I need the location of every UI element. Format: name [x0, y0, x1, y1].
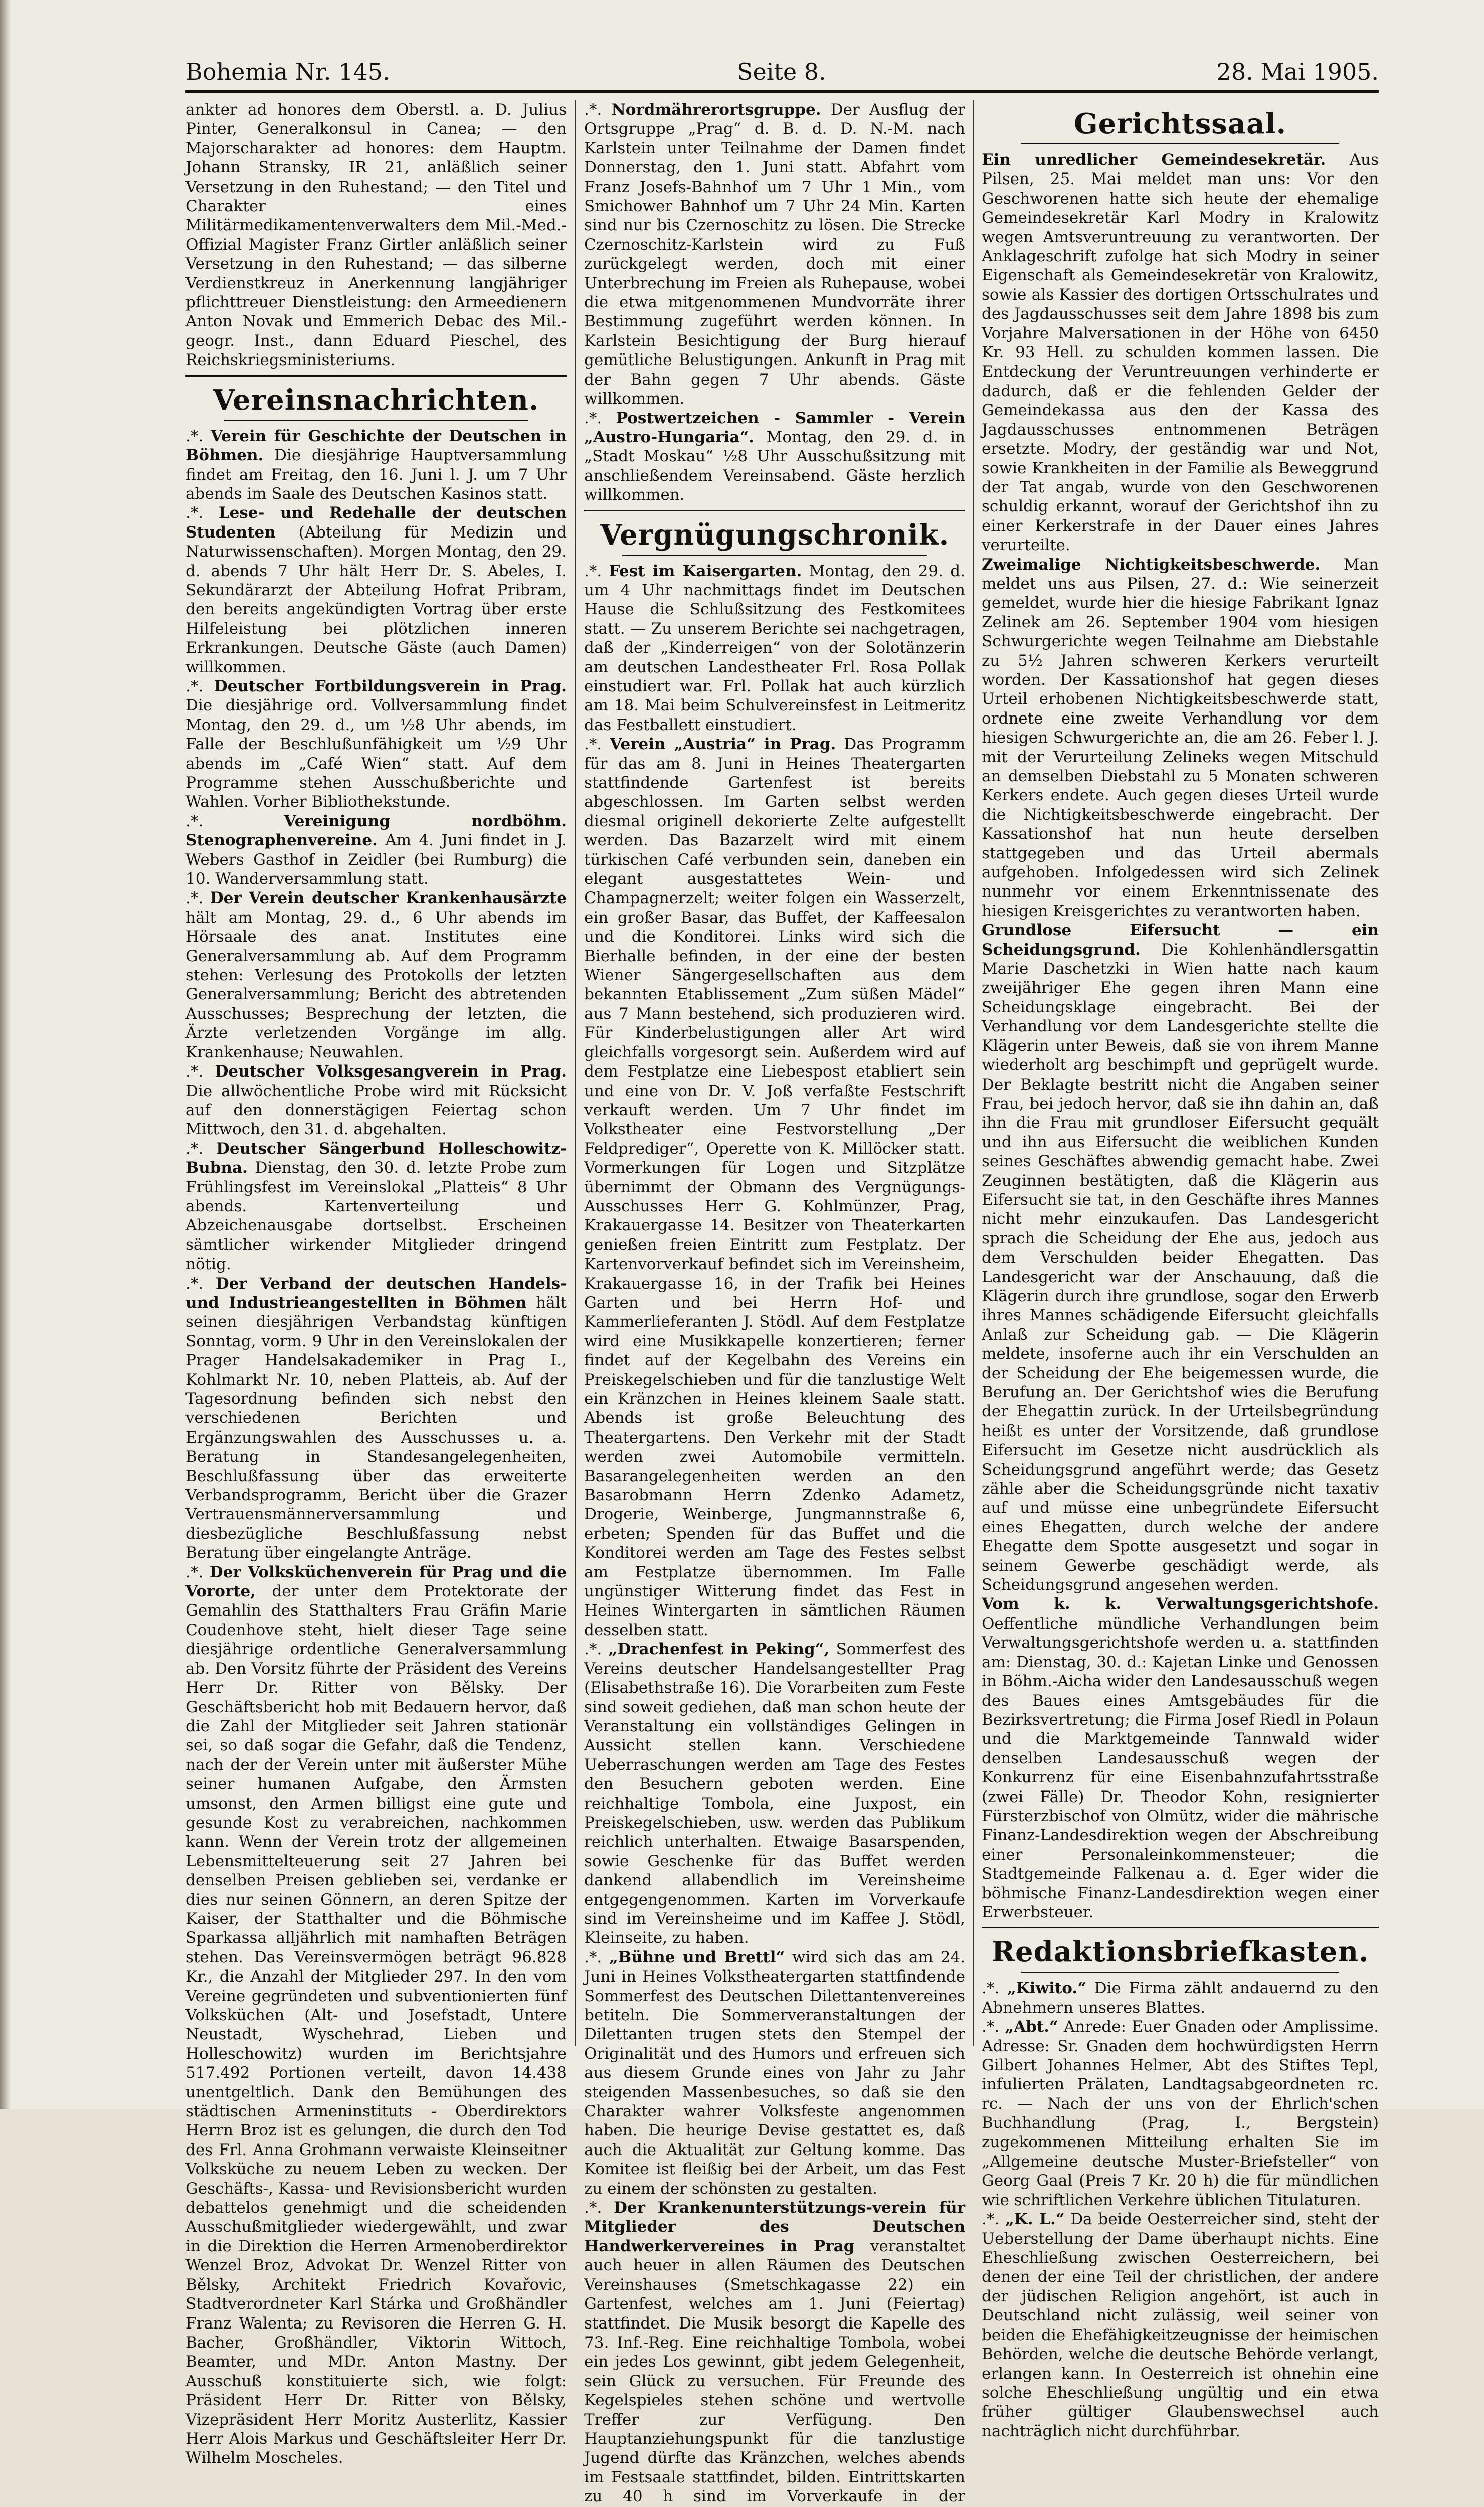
item-title: Zweimalige Nichtigkeitsbeschwerde. [982, 555, 1321, 574]
item-title: Grundlose Eifersucht — ein Scheidungsgrund. [982, 921, 1379, 959]
item-title: Deutscher Volksgesangverein in Prag. [215, 1062, 567, 1081]
item-text: Man meldet uns aus Pilsen, 27. d.: Wie seinerzeit gemeldet, wurde hier die hiesige Fabrikant Ignaz Zelinek am 26. September 1904 vom hiesigen Schwurgerichte wegen Teilnahme am Diebstahle zu 5½ Jahren schweren Kerkers verurteilt worden. Der Kassationshof hat gegen dieses Urteil erhobenen Nichtigkeitsbeschwerde statt, ordnete eine zweite Verhandlung vor dem hiesigen Schwurgerichte an, die am 26. Feber l. J. mit der Verurteilung Zelineks wegen Mitschuld an demselben Diebstahl zu 5 Monaten schweren Kerkers endete. Auch gegen dieses Urteil wurde die Nichtigkeitsbeschwerde eingebracht. Der Kassationshof hat nun heute derselben stattgegeben und das Urteil abermals aufgehoben. Infolgedessen wird sich Zelinek nunmehr vor einem Erkenntnissenate des hiesigen Kreisgerichtes zu verantworten haben. [982, 555, 1379, 920]
column-1 [186, 100, 567, 2467]
item-title: „Abt.“ [1005, 2018, 1058, 2036]
article-continuation: ankter ad honores dem Oberstl. a. D. Julius Pinter, Generalkonsul in Canea; — den Majorscharakter ad honores: dem Hauptm. Johann Stransky, IR 21, anläßlich seiner Versetzung in den Ruhestand; — den Titel und Charakter eines Militärmedikamentenverwalters dem Mil.-Med.-Offizial Magister Franz Girtler anläßlich seiner Versetzung in den Ruhestand; — das silberne Verdienstkreuz in Anerkennung langjähriger pflichttreuer Dienstleistung: den Armeedienern Anton Novak und Emmerich Debac des Mil.-geogr. Inst., dann Eduard Pieschel, des Reichskriegsministeriums. [186, 101, 567, 370]
news-item: .*. Der Volksküchenverein für Prag und die Vororte, der unter dem Protektorate der Gemahlin des Statthalters Frau Gräfin Marie Coudenhove steht, hielt dieser Tage seine diesjährige ordentliche Generalversammlung ab. Den Vorsitz führte der Präsident des Vereins Herr Dr. Ritter von Bělsky. Der Geschäftsbericht hob mit Bedauern hervor, daß die Zahl der Mitglieder seit Jahren stationär sei, so daß sogar die Gefahr, daß die Tendenz, nach der der Verein unter mit äußerster Mühe seiner humanen Aufgabe, den Ärmsten umsonst, den Armen billigst eine gute und gesunde Kost zu verabreichen, nachkommen kann. Wenn der Verein trotz der allgemeinen Lebensmittelteuerung seit 27 Jahren bei denselben Preisen geblieben sei, verdanke er dies nur seinen Gönnern, an deren Spitze der Kaiser, der Statthalter und die Böhmische Sparkassa alljährlich mit namhaften Beträgen stehen. Das Vereinsvermögen beträgt 96.828 Kr., die Anzahl der Mitglieder 297. In den vom Vereine gegründeten und subventionierten fünf Volksküchen (Alt- und Josefstadt, Untere Neustadt, Wyschehrad, Lieben und Holleschowitz) wurden im Berichtsjahre 517.492 Portionen verteilt, davon 14.438 unentgeltlich. Dank den Bemühungen des städtischen Armeninstituts - Oberdirektors Herrn Broz ist es gelungen, die durch den Tod des Frl. Anna Grohmann verwaiste Kleinseitner Volksküche zu neuem Leben zu wecken. Der Geschäfts-, Kassa- und Revisionsbericht wurden debattelos genehmigt und die scheidenden Ausschußmitglieder wiedergewählt, und zwar in die Direktion die Herren Armenoberdirektor Wenzel Broz, Advokat Dr. Wenzel Ritter von Bělsky, Architekt Friedrich Kovařovic, Stadtverordneter Karl Stárka und Großhändler Franz Walenta; zu Revisoren die Herren G. H. Bacher, Großhändler, Viktorin Wittoch, Beamter, und MDr. Anton Mastny. Der Ausschuß konstituierte sich, wie folgt: Präsident Herr Dr. Ritter von Bělsky, Vizepräsident Herr Moritz Austerlitz, Kassier Herr Alois Markus und Geschäftsleiter Herr Dr. Wilhelm Moscheles. [186, 1563, 567, 2467]
item-title: „Bühne und Brettl“ [609, 1948, 785, 1966]
news-item: .*. Deutscher Fortbildungsverein in Prag. Die diesjährige ord. Vollversammlung findet Montag, den 29. d., um ½8 Uhr abends, im Falle der Beschlußunfähigkeit um ½9 Uhr abends im „Café Wien“ statt. Auf dem Programme stehen Ausschußberichte und Wahlen. Vorher Bibliothekstunde. [186, 677, 567, 811]
item-text: (Abteilung für Medizin und Naturwissenschaften). Morgen Montag, den 29. d. abends 7 Uhr hält Herr Dr. S. Abeles, I. Sekundärarzt der Abteilung Hofrat Pribram, den bereits angekündigten Vortrag über erste Hilfeleistung bei plötzlichen inneren Erkrankungen. Deutsche Gäste (auch Damen) willkommen. [186, 523, 567, 676]
news-item [982, 1594, 1379, 1922]
header-publication: Bohemia Nr. 145. [186, 58, 390, 85]
item-text: Montag, den 29. d. in „Stadt Moskau“ ½8 Uhr Ausschußsitzung mit anschließendem Vereinsabend. Gäste herzlich willkommen. [584, 428, 965, 504]
item-title: „Kiwito.“ [1007, 1979, 1087, 1998]
item-text: hält seinen diesjährigen Verbandstag künftigen Sonntag, vorm. 9 Uhr in den Vereinslokalen der Prager Handelsakademiker in Prag I., Kohlmarkt Nr. 10, neben Platteis, ab. Auf der Tagesordnung befinden sich nebst den verschiedenen Berichten und Ergänzungswahlen des Ausschusses u. a. Beratung in Standesangelegenheiten, Beschlußfassung über das erweiterte Verbandsprogramm, Bericht über die Grazer Vertrauensmännerversammlung und diesbezügliche Beschlußfassung nebst Beratung über eingelangte Anträge. [186, 1293, 567, 1562]
binding-edge [0, 0, 11, 2109]
item-title: „Drachenfest in Peking“, [608, 1640, 830, 1659]
column-divider [973, 100, 974, 2046]
letter-item: .*. „Abt.“ Anrede: Euer Gnaden oder Amplissime. Adresse: Sr. Gnaden dem hochwürdigsten Herrn Gilbert Johannes Helmer, Abt des Stiftes Tepl, infulierten Prälaten, Landtagsabgeordneten rc. rc. — Nach der uns von der Ehrlich'schen Buchhandlung (Prag, I., Bergstein) zugekommenen Mitteilung erhalten Sie im „Allgemeine deutsche Muster-Briefsteller“ von Georg Gaal (Preis 7 Kr. 20 h) die für mündlichen wie schriftlichen Verkehre üblichen Titulaturen. [982, 2018, 1379, 2209]
header-page-number: Seite 8. [737, 58, 826, 85]
item-title: Deutscher Fortbildungsverein in Prag. [214, 677, 567, 695]
news-item: .*. Nordmährerortsgruppe. Der Ausflug der Ortsgruppe „Prag“ d. B. d. D. N.-M. nach Karlstein unter Teilnahme der Damen findet Donnerstag, den 1. Juni statt. Abfahrt vom Franz Josefs-Bahnhof um 7 Uhr 1 Min., vom Smichower Bahnhof um 7 Uhr 24 Min. Karten sind nur bis Czernoschitz zu lösen. Die Strecke Czernoschitz-Karlstein wird zu Fuß zurückgelegt werden, doch mit einer Unterbrechung im Freien als Ruhepause, wobei die etwa mitgenommenen Mundvorräte ihrer Bestimmung zugeführt werden können. In Karlstein Besichtigung der Burg hierauf gemütliche Belustigungen. Ankunft in Prag mit der Bahn gegen 7 Uhr abends. Gäste willkommen. [584, 101, 965, 408]
item-title: „K. L.“ [1005, 2210, 1065, 2229]
item-title: Vereinigung nordböhm. Stenographenvereine. [186, 812, 567, 850]
column-divider [575, 100, 576, 2046]
section-rule [584, 510, 965, 511]
header-date: 28. Mai 1905. [1216, 58, 1379, 85]
item-text: Die diesjährige Hauptversammlung findet am Freitag, den 16. Juni l. J. um 7 Uhr abends im Saale des Deutschen Kasinos statt. [186, 446, 567, 503]
section-rule [982, 1927, 1379, 1928]
section-title: Redaktionsbriefkasten. [991, 1935, 1369, 1969]
item-text: Die allwöchentliche Probe wird mit Rücksicht auf den donnerstägigen Feiertag schon Mittwoch, den 31. d. abgehalten. [186, 1082, 567, 1139]
item-text: Dienstag, den 30. d. letzte Probe zum Frühlingsfest im Vereinslokal „Platteis“ 8 Uhr abends. Kartenverteilung und Abzeichenausgabe dortselbst. Erscheinen sämtlicher wirkender Mitglieder dringend nötig. [186, 1159, 567, 1274]
news-item: .*. Verein für Geschichte der Deutschen in Böhmen. Die diesjährige Hauptversammlung findet am Freitag, den 16. Juni l. J. um 7 Uhr abends im Saale des Deutschen Kasinos statt. [186, 427, 567, 503]
item-title: Nordmährerortsgruppe. [611, 101, 821, 119]
item-title: Der Verband der deutschen Handels- und Industrieangestellten in Böhmen [186, 1274, 567, 1312]
section-rule [622, 555, 927, 556]
item-text: Die Kohlenhändlersgattin Marie Daschetzki in Wien hatte nach kaum zweijähriger Ehe gegen ihren Mann eine Scheidungsklage eingebracht. Bei der Verhandlung vor dem Landesgerichte stellte die Klägerin unter Beweis, daß sie von ihrem Manne wiederholt arg beschimpft und geprügelt wurde. Der Beklagte bestritt nicht die Angaben seiner Frau, bei jedoch hervor, daß sie ihn dahin an, daß ihn die Frau mit grundloser Eifersucht gequält und ihn aus Eifersucht die weiblichen Kunden seines Geschäftes abwendig gemacht habe. Zwei Zeuginnen bestätigten, daß die Klägerin aus Eifersucht sie tat, in den Geschäfte ihres Mannes nicht mehr einzukaufen. Das Landesgericht sprach die Scheidung der Ehe aus, jedoch aus dem Verschulden beider Ehegatten. Das Landesgericht war der Anschauung, daß die Klägerin durch ihre grundlose, sogar den Erwerb ihres Mannes schädigende Eifersucht gleichfalls Anlaß zur Scheidung gab. — Die Klägerin meldete, insoferne auch ihr ein Verschulden an der Scheidung der Ehe beigemessen wurde, die Berufung an. Der Gerichtshof wies die Berufung der Ehegattin zurück. In der Urteilsbegründung heißt es unter der Vorsitzende, daß grundlose Eifersucht im Gesetze nicht ausdrücklich als Scheidungsgrund angeführt werde; das Gesetz zähle aber die Scheidungsgründe nicht taxativ auf und müsse eine unbegründete Eifersucht eines Ehegatten, durch welche der andere Ehegatte dem Spotte ausgesetzt und sogar in seinem Gewerbe geschädigt werde, als Scheidungsgrund angesehen werden. [982, 940, 1379, 1594]
letter-item: .*. „K. L.“ Da beide Oesterreicher sind, steht der Ueberstellung der Dame überhaupt nichts. Eine Eheschließung zwischen Oesterreichern, bei denen der eine Teil der christlichen, der andere der jüdischen Religion angehört, ist auch in Deutschland nicht zulässig, weil seiner von beiden die Ehefähigkeitzeugnisse der heimischen Behörden, welche die deutsche Behörde verlangt, erlangen kann. In Oesterreich ist ohnehin eine solche Eheschließung ungültig und ein etwa früher gültiger Glaubenswechsel auch nachträglich nicht durchführbar. [982, 2210, 1379, 2440]
news-item: .*. Vereinigung nordböhm. Stenographenvereine. Am 4. Juni findet in J. Webers Gasthof in Zeidler (bei Rumburg) die 10. Wanderversammlung statt. [186, 812, 567, 888]
item-text: wird sich das am 24. Juni in Heines Volkstheatergarten stattfindende Sommerfest des Deutschen Dilettantenvereines betiteln. Die Sommerveranstaltungen der Dilettanten trugen stets den Stempel der Originalität und des Humors und erfreuen sich aus diesem Grunde eines von Jahr zu Jahr steigenden Massenbesuches, so daß sie den Charakter wahrer Volksfeste angenommen haben. Die heurige Devise gestattet es, daß auch die Aktualität zur Geltung komme. Das Komitee ist fleißig bei der Arbeit, um das Fest zu einem der schönsten zu gestalten. [584, 1948, 966, 2198]
item-text: Montag, den 29. d. um 4 Uhr nachmittags findet im Deutschen Hause die Schlußsitzung des Festkomitees statt. — Zu unserem Berichte sei nachgetragen, daß der „Kinderreigen“ von der Solotänzerin am deutschen Landestheater Frl. Rosa Pollak einstudiert war. Frl. Pollak hat auch kürzlich am 18. Mai beim Schulvereinsfest in Leitmeritz das Festballett einstudiert. [584, 562, 965, 734]
news-item: .*. Deutscher Sängerbund Holleschowitz-Bubna. Dienstag, den 30. d. letzte Probe zum Frühlingsfest im Vereinslokal „Platteis“ 8 Uhr abends. Kartenverteilung und Abzeichenausgabe dortselbst. Erscheinen sämtlicher wirkender Mitglieder dringend nötig. [186, 1139, 567, 1274]
section-title: Gerichtssaal. [1073, 107, 1287, 140]
item-text: Die Firma zählt andauernd zu den Abnehmern unseres Blattes. [982, 1979, 1379, 2017]
item-text: Aus Pilsen, 25. Mai meldet man uns: Vor den Geschworenen hatte sich heute der ehemalige Gemeindesekretär Karl Modry in Kralowitz wegen Amtsveruntreuung zu verantworten. Der Anklageschrift zufolge hat sich Modry in seiner Eigenschaft als Gemeindesekretär von Kralowitz, sowie als Kassier des dortigen Ortsschulrates und des Jagdausschusses seit dem Jahre 1898 bis zum Vorjahre Malversationen in der Höhe von 6450 Kr. 93 Hell. zu schulden kommen lassen. Die Entdeckung der Veruntreuungen verhinderte er dadurch, daß er die fehlenden Gelder der Gemeindekassa aus den der Kassa des Jagdausschusses entnommenen Beträgen ersetzte. Modry, der geständig war und Not, sowie Krankheiten in der Familie als Beweggrund der Tat angab, wurde von den Geschworenen schuldig erkannt, worauf der Gerichtshof ihn zu einer Kerkerstrafe in der Dauer eines Jahres verurteilte. [982, 151, 1379, 555]
news-item: .*. Der Krankenunterstützungs-verein für Mitglieder des Deutschen Handwerkervereines in Prag veranstaltet auch heuer in allen Räumen des Deutschen Vereinshauses (Smetschkagasse 22) ein Gartenfest, welches am 1. Juni (Feiertag) stattfindet. Die Musik besorgt die Kapelle des 73. Inf.-Reg. Eine reichhaltige Tombola, wobei ein jedes Los gewinnt, gibt jedem Gelegenheit, sein Glück zu versuchen. Für Freunde des Kegelspieles stehen schöne und wertvolle Treffer zur Verfügung. Den Hauptanziehungspunkt für die tanzlustige Jugend dürfte das Kränzchen, welches abends im Festsaale stattfindet, bilden. Eintrittskarten zu 40 h sind im Vorverkaufe in der [584, 2198, 965, 2507]
section-rule [1021, 143, 1339, 144]
news-item: .*. Der Verein deutscher Krankenhausärzte hält am Montag, 29. d., 6 Uhr abends im Hörsaale des anat. Institutes eine Generalversammlung ab. Auf dem Programm stehen: Verlesung des Protokolls der letzten Generalversammlung; Bericht des abtretenden Ausschusses; Besprechung der letzten, die Ärzte verletzenden Vorgänge im allg. Krankenhause; Neuwahlen. [186, 889, 567, 1061]
header-rule [186, 90, 1379, 93]
column-2 [584, 100, 966, 2506]
section-title: Vereinsnachrichten. [213, 383, 539, 417]
item-title: Der Volksküchenverein für Prag und die Vororte, [186, 1563, 567, 1601]
news-item [982, 921, 1379, 1594]
item-title: Lese- und Redehalle der deutschen Studenten [186, 504, 567, 542]
item-title: Der Krankenunterstützungs-verein für Mitglieder des Deutschen Handwerkervereines in Prag [584, 2199, 965, 2255]
letter-item: .*. „Kiwito.“ Die Firma zählt andauernd zu den Abnehmern unseres Blattes. [982, 1979, 1379, 2017]
item-title: Fest im Kaisergarten. [609, 562, 802, 580]
news-item: .*. „Bühne und Brettl“ wird sich das am 24. Juni in Heines Volkstheatergarten stattfindende Sommerfest des Deutschen Dilettantenvereines betiteln. Die Sommerveranstaltungen der Dilettanten trugen stets den Stempel der Originalität und des Humors und erfreuen sich aus diesem Grunde eines von Jahr zu Jahr steigenden Massenbesuches, so daß sie den Charakter wahrer Volksfeste angenommen haben. Die heurige Devise gestattet es, daß auch die Aktualität zur Geltung komme. Das Komitee ist fleißig bei der Arbeit, um das Fest zu einem der schönsten zu gestalten. [584, 1948, 966, 2198]
item-text: hält am Montag, 29. d., 6 Uhr abends im Hörsaale des anat. Institutes eine Generalversammlung ab. Auf dem Programm stehen: Verlesung des Protokolls der letzten Generalversammlung; Bericht des abtretenden Ausschusses; Besprechung der letzten, die Ärzte verletzenden Vorgänge im allg. Krankenhause; Neuwahlen. [186, 908, 567, 1061]
item-title: Postwertzeichen - Sammler - Verein „Austro-Hungaria“. [584, 409, 965, 446]
news-item [982, 555, 1379, 921]
item-text: Da beide Oesterreicher sind, steht der Ueberstellung der Dame überhaupt nichts. Eine Eheschließung zwischen Oesterreichern, bei denen der eine Teil der christlichen, der andere der jüdischen Religion angehört, ist auch in Deutschland nicht zulässig, weil seiner von beiden die Ehefähigkeitzeugnisse der heimischen Behörden, welche die deutsche Behörde verlangt, erlangen kann. In Oesterreich ist ohnehin eine solche Eheschließung ungültig und ein etwa früher gültiger Glaubenswechsel auch nachträglich nicht durchführbar. [982, 2210, 1379, 2440]
news-item: .*. „Drachenfest in Peking“, Sommerfest des Vereins deutscher Handelsangestellter Prag (Elisabethstraße 16). Die Vorarbeiten zum Feste sind soweit gediehen, daß man schon heute der Veranstaltung ein vollständiges Gelingen in Aussicht stellen kann. Verschiedene Ueberraschungen werden am Tage des Festes den Besuchern geboten werden. Eine reichhaltige Tombola, eine Juxpost, ein Preiskegelschieben, usw. werden das Publikum reichlich unterhalten. Etwaige Basarspenden, sowie Geschenke für das Buffet werden dankend allabendlich im Vereinsheime entgegengenommen. Karten im Vorverkaufe sind im Vereinsheime und im Kaffee J. Stödl, Kleinseite, zu haben. [584, 1640, 966, 1947]
item-text: der unter dem Protektorate der Gemahlin des Statthalters Frau Gräfin Marie Coudenhove steht, hielt dieser Tage seine diesjährige ordentliche Generalversammlung ab. Den Vorsitz führte der Präsident des Vereins Herr Dr. Ritter von Bělsky. Der Geschäftsbericht hob mit Bedauern hervor, daß die Zahl der Mitglieder seit Jahren stationär sei, so daß sogar die Gefahr, daß die Tendenz, nach der der Verein unter mit äußerster Mühe seiner humanen Aufgabe, den Ärmsten umsonst, den Armen billigst eine gute und gesunde Kost zu verabreichen, nachkommen kann. Wenn der Verein trotz der allgemeinen Lebensmittelteuerung seit 27 Jahren bei denselben Preisen geblieben sei, verdanke er dies nur seinen Gönnern, an deren Spitze der Kaiser, der Statthalter und die Böhmische Sparkassa alljährlich mit namhaften Beträgen stehen. Das Vereinsvermögen beträgt 96.828 Kr., die Anzahl der Mitglieder 297. In den vom Vereine gegründeten und subventionierten fünf Volksküchen (Alt- und Josefstadt, Untere Neustadt, Wyschehrad, Lieben und Holleschowitz) wurden im Berichtsjahre 517.492 Portionen verteilt, davon 14.438 unentgeltlich. Dank den Bemühungen des städtischen Armeninstituts - Oberdirektors Herrn Broz ist es gelungen, die durch den Tod des Frl. Anna Grohmann verwaiste Kleinseitner Volksküche zu neuem Leben zu wecken. Der Geschäfts-, Kassa- und Revisionsbericht wurden debattelos genehmigt und die scheidenden Ausschußmitglieder wiedergewählt, und zwar in die Direktion die Herren Armenoberdirektor Wenzel Broz, Advokat Dr. Wenzel Ritter von Bělsky, Architekt Friedrich Kovařovic, Stadtverordneter Karl Stárka und Großhändler Franz Walenta; zu Revisoren die Herren G. H. Bacher, Großhändler, Viktorin Wittoch, Beamter, und MDr. Anton Mastny. Der Ausschuß konstituierte sich, wie folgt: Präsident Herr Dr. Ritter von Bělsky, Vizepräsident Herr Moritz Austerlitz, Kassier Herr Alois Markus und Geschäftsleiter Herr Dr. Wilhelm Moscheles. [186, 1582, 567, 2467]
item-title: Der Verein deutscher Krankenhausärzte [210, 889, 567, 908]
news-item: .*. Verein „Austria“ in Prag. Das Programm für das am 8. Juni in Heines Theatergarten stattfindende Gartenfest ist bereits abgeschlossen. Im Garten selbst werden diesmal originell dekorierte Zelte aufgestellt werden. Das Bazarzelt wird mit einem türkischen Café verbunden sein, daneben ein elegant ausgestattetes Wein- und Champagnerzelt; weiter folgen ein Wasserzelt, ein großer Basar, das Buffet, der Kaffeesalon und die Konditorei. Links wird sich die Bierhalle befinden, in der eine der besten Wiener Sängergesellschaften aus dem bekannten Etablissement „Zum süßen Mädel“ aus 7 Mann bestehend, sich produzieren wird. Für Kinderbelustigungen aller Art wird gleichfalls vorgesorgt sein. Außerdem wird auf dem Festplatze eine Liebespost etabliert sein und eine von Dr. V. Joß verfaßte Festschrift verkauft werden. Um 7 Uhr findet im Volkstheater eine Festvorstellung „Der Feldprediger“, Operette von K. Millöcker statt. Vormerkungen für Logen und Sitzplätze übernimmt der Obmann des Vergnügungs-Ausschusses Herr G. Kohlmünzer, Prag, Krakauergasse 14. Besitzer von Theaterkarten genießen freien Eintritt zum Festplatz. Der Kartenvorverkauf befindet sich im Vereinsheim, Krakauergasse 16, in der Trafik bei Heines Garten und bei Herrn Hof- und Kammerlieferanten J. Stödl. Auf dem Festplatze wird eine Musikkapelle konzertieren; ferner findet auf der Kegelbahn des Vereins ein Preiskegelschieben und für die tanzlustige Welt ein Kränzchen in Heines kleinem Saale statt. Abends ist große Beleuchtung des Theatergartens. Den Verkehr mit der Stadt werden zwei Automobile vermitteln. Basarangelegenheiten werden an den Basarobmann Herrn Zdenko Adametz, Drogerie, Weinberge, Jungmannstraße 6, erbeten; Spenden für das Buffet und die Konditorei werden am Tage des Festes selbst am Festplatze übernommen. Im Falle ungünstiger Witterung findet das Fest in Heines Wintergarten in sämtlichen Räumen desselben statt. [584, 735, 965, 1639]
item-title: Verein „Austria“ in Prag. [610, 735, 836, 754]
section-rule [1021, 1972, 1339, 1973]
item-text: Sommerfest des Vereins deutscher Handelsangestellter Prag (Elisabethstraße 16). Die Vorarbeiten zum Feste sind soweit gediehen, daß man schon heute der Veranstaltung ein vollständiges Gelingen in Aussicht stellen kann. Verschiedene Ueberraschungen werden am Tage des Festes den Besuchern geboten werden. Eine reichhaltige Tombola, eine Juxpost, ein Preiskegelschieben, usw. werden das Publikum reichlich unterhalten. Etwaige Basarspenden, sowie Geschenke für das Buffet werden dankend allabendlich im Vereinsheime entgegengenommen. Karten im Vorverkaufe sind im Vereinsheime und im Kaffee J. Stödl, Kleinseite, zu haben. [584, 1640, 966, 1947]
item-text: Oeffentliche mündliche Verhandlungen beim Verwaltungsgerichtshofe werden u. a. stattfinden am: Dienstag, 30. d.: Kajetan Linke und Genossen in Böhm.-Aicha wider den Landesausschuß wegen des Baues eines Amtsgebäudes für die Bezirksvertretung; die Firma Josef Riedl in Polaun und die Marktgemeinde Tannwald wider denselben Landesausschuß wegen der Konkurrenz für eine Eisenbahnzufahrtsstraße (zwei Fälle) Dr. Theodor Kohn, resignierter Fürsterzbischof von Olmütz, wider die mährische Finanz-Landesdirektion wegen der Abschreibung einer Personaleinkommensteuer; die Stadtgemeinde Falkenau a. d. Eger wider die böhmische Finanz-Landesdirektion wegen einer Erwerbsteuer. [982, 1614, 1379, 1921]
item-title: Ein unredlicher Gemeindesekretär. [982, 151, 1326, 169]
section-title: Vergnügungschronik. [600, 518, 950, 552]
item-text: Am 4. Juni findet in J. Webers Gasthof in Zeidler (bei Rumburg) die 10. Wanderversammlung statt. [186, 831, 567, 888]
item-text: Der Ausflug der Ortsgruppe „Prag“ d. B. d. D. N.-M. nach Karlstein unter Teilnahme der Damen findet Donnerstag, den 1. Juni statt. Abfahrt vom Franz Josefs-Bahnhof um 7 Uhr 1 Min., vom Smichower Bahnhof um 7 Uhr 24 Min. Karten sind nur bis Czernoschitz zu lösen. Die Strecke Czernoschitz-Karlstein wird zu Fuß zurückgelegt werden, doch mit einer Unterbrechung im Freien als Ruhepause, wobei die etwa mitgenommenen Mundvorräte ihrer Bestimmung zugeführt werden können. In Karlstein Besichtigung der Burg hierauf gemütliche Belustigungen. Ankunft in Prag mit der Bahn gegen 7 Uhr abends. Gäste willkommen. [584, 101, 965, 408]
section-rule [186, 375, 567, 377]
item-title: Vom k. k. Verwaltungsgerichtshofe. [982, 1595, 1379, 1614]
news-item: .*. Deutscher Volksgesangverein in Prag. Die allwöchentliche Probe wird mit Rücksicht auf den donnerstägigen Feiertag schon Mittwoch, den 31. d. abgehalten. [186, 1062, 567, 1139]
item-text: Anrede: Euer Gnaden oder Amplissime. Adresse: Sr. Gnaden dem hochwürdigsten Herrn Gilbert Johannes Helmer, Abt des Stiftes Tepl, infulierten Prälaten, Landtagsabgeordneten rc. rc. — Nach der uns von der Ehrlich'schen Buchhandlung (Prag, I., Bergstein) zugekommenen Mitteilung erhalten Sie im „Allgemeine deutsche Muster-Briefsteller“ von Georg Gaal (Preis 7 Kr. 20 h) die für mündlichen wie schriftlichen Verkehre üblichen Titulaturen. [982, 2018, 1379, 2209]
item-title: Verein für Geschichte der Deutschen in Böhmen. [186, 427, 567, 465]
page-header [186, 50, 1379, 90]
news-item: .*. Postwertzeichen - Sammler - Verein „Austro-Hungaria“. Montag, den 29. d. in „Stadt Moskau“ ½8 Uhr Ausschußsitzung mit anschließendem Vereinsabend. Gäste herzlich willkommen. [584, 409, 965, 504]
item-text: Die diesjährige ord. Vollversammlung findet Montag, den 29. d., um ½8 Uhr abends, im Falle der Beschlußunfähigkeit um ½9 Uhr abends im „Café Wien“ statt. Auf dem Programme stehen Ausschußberichte und Wahlen. Vorher Bibliothekstunde. [186, 696, 567, 811]
column-3 [982, 100, 1379, 2440]
item-title: Deutscher Sängerbund Holleschowitz-Bubna. [186, 1139, 567, 1177]
news-item: .*. Fest im Kaisergarten. Montag, den 29. d. um 4 Uhr nachmittags findet im Deutschen Hause die Schlußsitzung des Festkomitees statt. — Zu unserem Berichte sei nachgetragen, daß der „Kinderreigen“ von der Solotänzerin am deutschen Landestheater Frl. Rosa Pollak einstudiert war. Frl. Pollak hat auch kürzlich am 18. Mai beim Schulvereinsfest in Leitmeritz das Festballett einstudiert. [584, 562, 965, 734]
section-rule [224, 420, 528, 421]
item-text: veranstaltet auch heuer in allen Räumen des Deutschen Vereinshauses (Smetschkagasse 22) ein Gartenfest, welches am 1. Juni (Feiertag) stattfindet. Die Musik besorgt die Kapelle des 73. Inf.-Reg. Eine reichhaltige Tombola, wobei ein jedes Los gewinnt, gibt jedem Gelegenheit, sein Glück zu versuchen. Für Freunde des Kegelspieles stehen schöne und wertvolle Treffer zur Verfügung. Den Hauptanziehungspunkt für die tanzlustige Jugend dürfte das Kränzchen, welches abends im Festsaale stattfindet, bilden. Eintrittskarten zu 40 h sind im Vorverkaufe in der [584, 2237, 965, 2506]
news-item: .*. Der Verband der deutschen Handels- und Industrieangestellten in Böhmen hält seinen diesjährigen Verbandstag künftigen Sonntag, vorm. 9 Uhr in den Vereinslokalen der Prager Handelsakademiker in Prag I., Kohlmarkt Nr. 10, neben Platteis, ab. Auf der Tagesordnung befinden sich nebst den verschiedenen Berichten und Ergänzungswahlen des Ausschusses u. a. Beratung in Standesangelegenheiten, Beschlußfassung über das erweiterte Verbandsprogramm, Bericht über die Grazer Vertrauensmännerversammlung und diesbezügliche Beschlußfassung nebst Beratung über eingelangte Anträge. [186, 1274, 567, 1562]
news-item [982, 150, 1379, 555]
news-item: .*. Lese- und Redehalle der deutschen Studenten (Abteilung für Medizin und Naturwissenschaften). Morgen Montag, den 29. d. abends 7 Uhr hält Herr Dr. S. Abeles, I. Sekundärarzt der Abteilung Hofrat Pribram, den bereits angekündigten Vortrag über erste Hilfeleistung bei plötzlichen inneren Erkrankungen. Deutsche Gäste (auch Damen) willkommen. [186, 504, 567, 676]
item-text: Das Programm für das am 8. Juni in Heines Theatergarten stattfindende Gartenfest ist bereits abgeschlossen. Im Garten selbst werden diesmal originell dekorierte Zelte aufgestellt werden. Das Bazarzelt wird mit einem türkischen Café verbunden sein, daneben ein elegant ausgestattetes Wein- und Champagnerzelt; weiter folgen ein Wasserzelt, ein großer Basar, das Buffet, der Kaffeesalon und die Konditorei. Links wird sich die Bierhalle befinden, in der eine der besten Wiener Sängergesellschaften aus dem bekannten Etablissement „Zum süßen Mädel“ aus 7 Mann bestehend, sich produzieren wird. Für Kinderbelustigungen aller Art wird gleichfalls vorgesorgt sein. Außerdem wird auf dem Festplatze eine Liebespost etabliert sein und eine von Dr. V. Joß verfaßte Festschrift verkauft werden. Um 7 Uhr findet im Volkstheater eine Festvorstellung „Der Feldprediger“, Operette von K. Millöcker statt. Vormerkungen für Logen und Sitzplätze übernimmt der Obmann des Vergnügungs-Ausschusses Herr G. Kohlmünzer, Prag, Krakauergasse 14. Besitzer von Theaterkarten genießen freien Eintritt zum Festplatz. Der Kartenvorverkauf befindet sich im Vereinsheim, Krakauergasse 16, in der Trafik bei Heines Garten und bei Herrn Hof- und Kammerlieferanten J. Stödl. Auf dem Festplatze wird eine Musikkapelle konzertieren; ferner findet auf der Kegelbahn des Vereins ein Preiskegelschieben und für die tanzlustige Welt ein Kränzchen in Heines kleinem Saale statt. Abends ist große Beleuchtung des Theatergartens. Den Verkehr mit der Stadt werden zwei Automobile vermitteln. Basarangelegenheiten werden an den Basarobmann Herrn Zdenko Adametz, Drogerie, Weinberge, Jungmannstraße 6, erbeten; Spenden für das Buffet und die Konditorei werden am Tage des Festes selbst am Festplatze übernommen. Im Falle ungünstiger Witterung findet das Fest in Heines Wintergarten in sämtlichen Räumen desselben statt. [584, 735, 965, 1639]
